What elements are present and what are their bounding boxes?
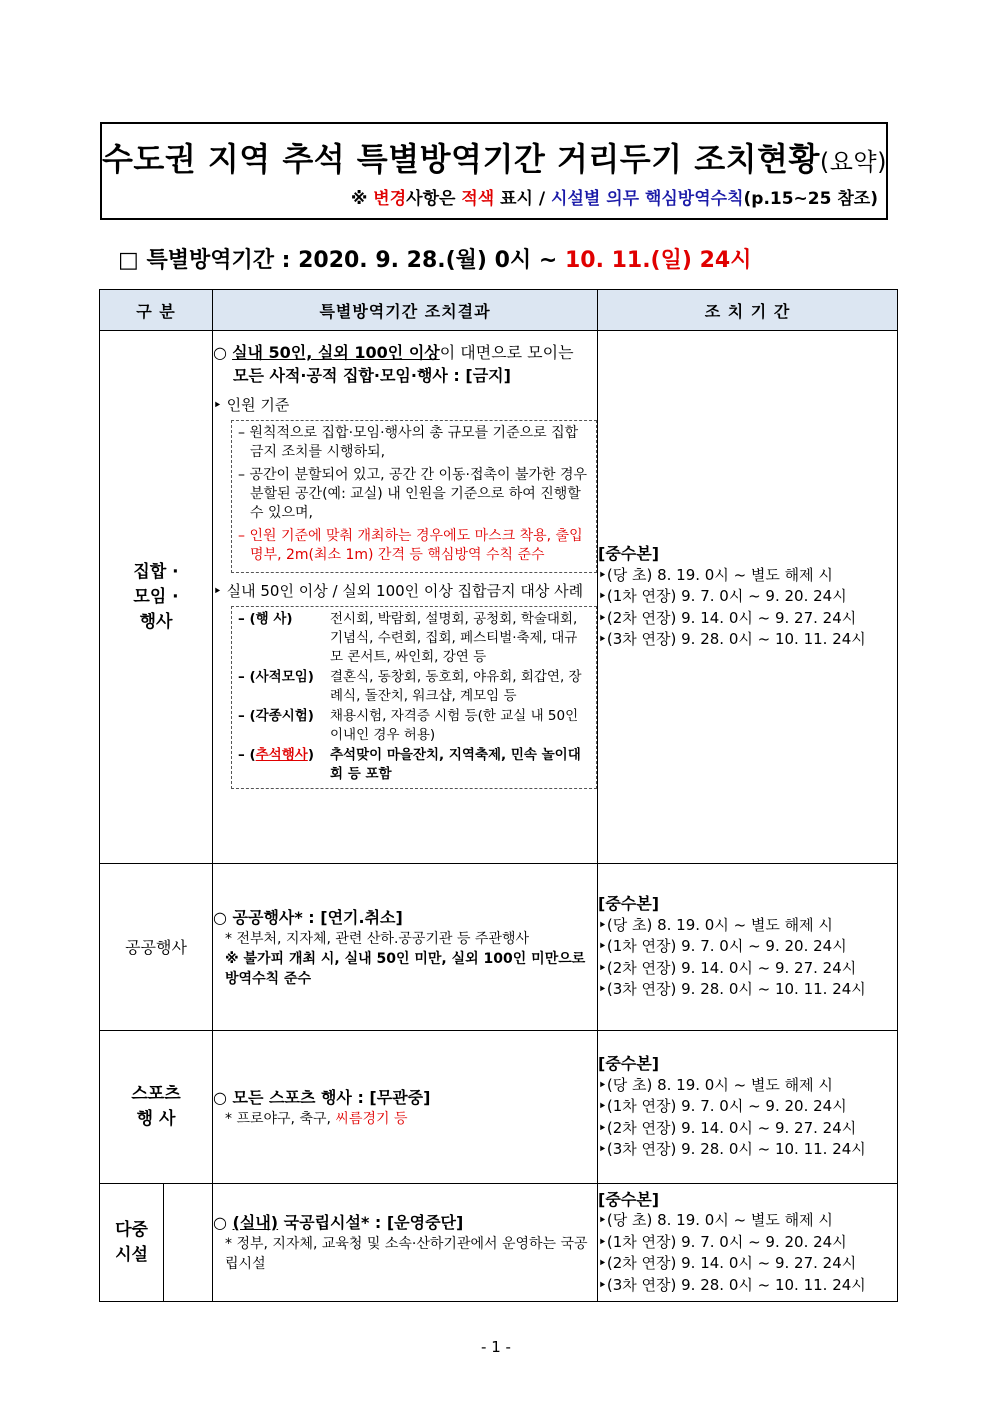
category-line: 집합 · bbox=[133, 561, 179, 582]
public-note2: ※ 불가피 개최 시, 실내 50인 미만, 실외 100인 미만으로 방역수칙 준수 bbox=[225, 950, 586, 987]
examples-box bbox=[231, 606, 597, 789]
category-facility-sub bbox=[164, 1184, 213, 1302]
example-key: – (사적모임) bbox=[238, 669, 314, 685]
example-row bbox=[238, 707, 590, 745]
category-gathering bbox=[100, 331, 213, 864]
period-facility bbox=[598, 1184, 898, 1302]
period-line: ‣(2차 연장) 9. 14. 0시 ~ 9. 27. 24시 bbox=[598, 1118, 857, 1137]
category-line: 다중 bbox=[115, 1219, 148, 1240]
public-note1: * 전부처, 지자체, 관련 산하.공공기관 등 주관행사 bbox=[225, 930, 530, 947]
period-sports bbox=[598, 1031, 898, 1184]
table-header-row bbox=[100, 290, 898, 331]
subtitle-mid: 사항은 bbox=[406, 189, 462, 209]
example-value: 채용시험, 자격증 시험 등(한 교실 내 50인 이내인 경우 허용) bbox=[330, 708, 579, 743]
criteria-box bbox=[231, 420, 597, 573]
example-value: 추석맞이 마을잔치, 지역축제, 민속 놀이대회 등 포함 bbox=[330, 747, 581, 782]
title-main: 수도권 지역 추석 특별방역기간 거리두기 조치현황 bbox=[102, 140, 820, 178]
subtitle-red: 적색 bbox=[461, 189, 495, 209]
period-line: ‣(1차 연장) 9. 7. 0시 ~ 9. 20. 24시 bbox=[598, 587, 847, 606]
sports-line1: ○ 모든 스포츠 행사 : [무관중] bbox=[213, 1087, 431, 1107]
page-number: - 1 - bbox=[481, 1338, 511, 1356]
period-line: ‣(당 초) 8. 19. 0시 ~ 별도 해제 시 bbox=[598, 565, 833, 584]
measures-table bbox=[99, 289, 898, 1302]
period-public bbox=[598, 864, 898, 1031]
example-row bbox=[238, 746, 590, 784]
criteria-item: – 원칙적으로 집합·모임·행사의 총 규모를 기준으로 집합금지 조치를 시행하되, bbox=[238, 425, 579, 460]
gathering-line1 bbox=[213, 341, 597, 364]
period-line: ‣(3차 연장) 9. 28. 0시 ~ 10. 11. 24시 bbox=[598, 1275, 866, 1294]
table-row-sports bbox=[100, 1031, 898, 1184]
example-key: – (행 사) bbox=[238, 611, 293, 627]
example-value: 전시회, 박람회, 설명회, 공청회, 학술대회, 기념식, 수련회, 집회, 페스티벌·축제, 대규모 콘서트, 싸인회, 강연 등 bbox=[330, 611, 578, 665]
category-line: 행사 bbox=[139, 611, 173, 632]
result-facility bbox=[213, 1184, 598, 1302]
header-result: 특별방역기간 조치결과 bbox=[213, 290, 598, 331]
gathering-line1-rest: 이 대면으로 모이는 bbox=[439, 343, 574, 362]
example-row bbox=[238, 610, 590, 667]
period-line: ‣(당 초) 8. 19. 0시 ~ 별도 해제 시 bbox=[598, 1211, 833, 1230]
title-box bbox=[100, 122, 888, 220]
period-prefix: □ 특별방역기간 : 2020. 9. 28.(월) 0시 ~ bbox=[118, 248, 565, 273]
subtitle-changed: 변경 bbox=[373, 189, 407, 209]
period-head: [중수본] bbox=[598, 1054, 660, 1074]
table-row-public bbox=[100, 864, 898, 1031]
period-line: ‣(1차 연장) 9. 7. 0시 ~ 9. 20. 24시 bbox=[598, 937, 847, 956]
period-line: ‣(2차 연장) 9. 14. 0시 ~ 9. 27. 24시 bbox=[598, 1254, 857, 1273]
examples-head: ‣ 실내 50인 이상 / 실외 100인 이상 집합금지 대상 사례 bbox=[213, 582, 584, 600]
example-key bbox=[238, 746, 330, 784]
facility-indoor: (실내) bbox=[232, 1213, 279, 1232]
document-title bbox=[102, 134, 886, 180]
period-line: ‣(당 초) 8. 19. 0시 ~ 별도 해제 시 bbox=[598, 1075, 833, 1094]
period-line: ‣(3차 연장) 9. 28. 0시 ~ 10. 11. 24시 bbox=[598, 980, 866, 999]
category-public: 공공행사 bbox=[100, 864, 213, 1031]
special-period bbox=[118, 243, 751, 274]
header-period: 조 치 기 간 bbox=[598, 290, 898, 331]
result-public bbox=[213, 864, 598, 1031]
sports-note bbox=[213, 1109, 597, 1129]
period-line: ‣(2차 연장) 9. 14. 0시 ~ 9. 27. 24시 bbox=[598, 958, 857, 977]
period-line: ‣(1차 연장) 9. 7. 0시 ~ 9. 20. 24시 bbox=[598, 1097, 847, 1116]
example-key-chuseok: 추석행사 bbox=[255, 747, 308, 763]
example-value: 결혼식, 동창회, 동호회, 야유회, 회갑연, 장례식, 돌잔치, 워크샵, 계모임 등 bbox=[330, 669, 582, 704]
example-key-a: – ( bbox=[238, 747, 256, 763]
period-gathering bbox=[598, 331, 898, 864]
subtitle-blue: 시설별 의무 핵심방역수칙 bbox=[551, 189, 744, 209]
subtitle-mid2: 표시 / bbox=[494, 189, 552, 209]
period-head: [중수본] bbox=[598, 1189, 660, 1209]
table-row-facility bbox=[100, 1184, 898, 1302]
period-line: ‣(3차 연장) 9. 28. 0시 ~ 10. 11. 24시 bbox=[598, 1140, 866, 1159]
category-line: 시설 bbox=[115, 1244, 148, 1265]
table-row-gathering bbox=[100, 331, 898, 864]
subtitle-ref: (p.15~25 참조) bbox=[743, 189, 878, 209]
criteria-item: – 공간이 분할되어 있고, 공간 간 이동·접촉이 불가한 경우 분할된 공간(예: 교실) 내 인원을 기준으로 하여 진행할 수 있으며, bbox=[238, 467, 588, 521]
criteria-head: ‣ 인원 기준 bbox=[213, 396, 290, 414]
category-line: 모임 · bbox=[133, 586, 179, 607]
facility-line1 bbox=[213, 1211, 597, 1234]
example-key: – (각종시험) bbox=[238, 708, 314, 724]
category-line: 행 사 bbox=[136, 1109, 176, 1129]
gathering-line2: 모든 사적·공적 집합·모임·행사 : [금지] bbox=[233, 366, 511, 385]
result-gathering bbox=[213, 331, 598, 864]
title-suffix: (요약) bbox=[819, 148, 887, 176]
bullet-circle: ○ bbox=[213, 343, 233, 362]
period-line: ‣(당 초) 8. 19. 0시 ~ 별도 해제 시 bbox=[598, 915, 833, 934]
example-row bbox=[238, 668, 590, 706]
category-line: 스포츠 bbox=[131, 1084, 181, 1104]
result-sports bbox=[213, 1031, 598, 1184]
bullet-circle: ○ bbox=[213, 1213, 233, 1232]
facility-line1-rest: 국공립시설* : [운영중단] bbox=[278, 1213, 464, 1232]
period-head: [중수본] bbox=[598, 894, 660, 914]
public-line1: ○ 공공행사* : [연기.취소] bbox=[213, 907, 403, 927]
subtitle bbox=[351, 184, 878, 209]
example-key-c: ) bbox=[307, 747, 314, 763]
subtitle-prefix: ※ bbox=[350, 189, 374, 209]
category-facility bbox=[100, 1184, 164, 1302]
sports-note-red: 씨름경기 등 bbox=[335, 1110, 408, 1127]
criteria-item-red: – 인원 기준에 맞춰 개최하는 경우에도 마스크 착용, 출입명부, 2m(최소 1m) 간격 등 핵심방역 수칙 준수 bbox=[238, 528, 583, 563]
facility-note: * 정부, 지자체, 교육청 및 소속·산하기관에서 운영하는 국공립시설 bbox=[225, 1236, 588, 1272]
sports-note-a: * 프로야구, 축구, bbox=[225, 1110, 336, 1127]
period-line: ‣(3차 연장) 9. 28. 0시 ~ 10. 11. 24시 bbox=[598, 630, 866, 649]
category-sports bbox=[100, 1031, 213, 1184]
period-line: ‣(1차 연장) 9. 7. 0시 ~ 9. 20. 24시 bbox=[598, 1232, 847, 1251]
header-category: 구 분 bbox=[100, 290, 213, 331]
period-line: ‣(2차 연장) 9. 14. 0시 ~ 9. 27. 24시 bbox=[598, 608, 857, 627]
period-head: [중수본] bbox=[598, 544, 660, 564]
period-end: 10. 11.(일) 24시 bbox=[564, 248, 752, 273]
gathering-threshold: 실내 50인, 실외 100인 이상 bbox=[232, 343, 440, 362]
